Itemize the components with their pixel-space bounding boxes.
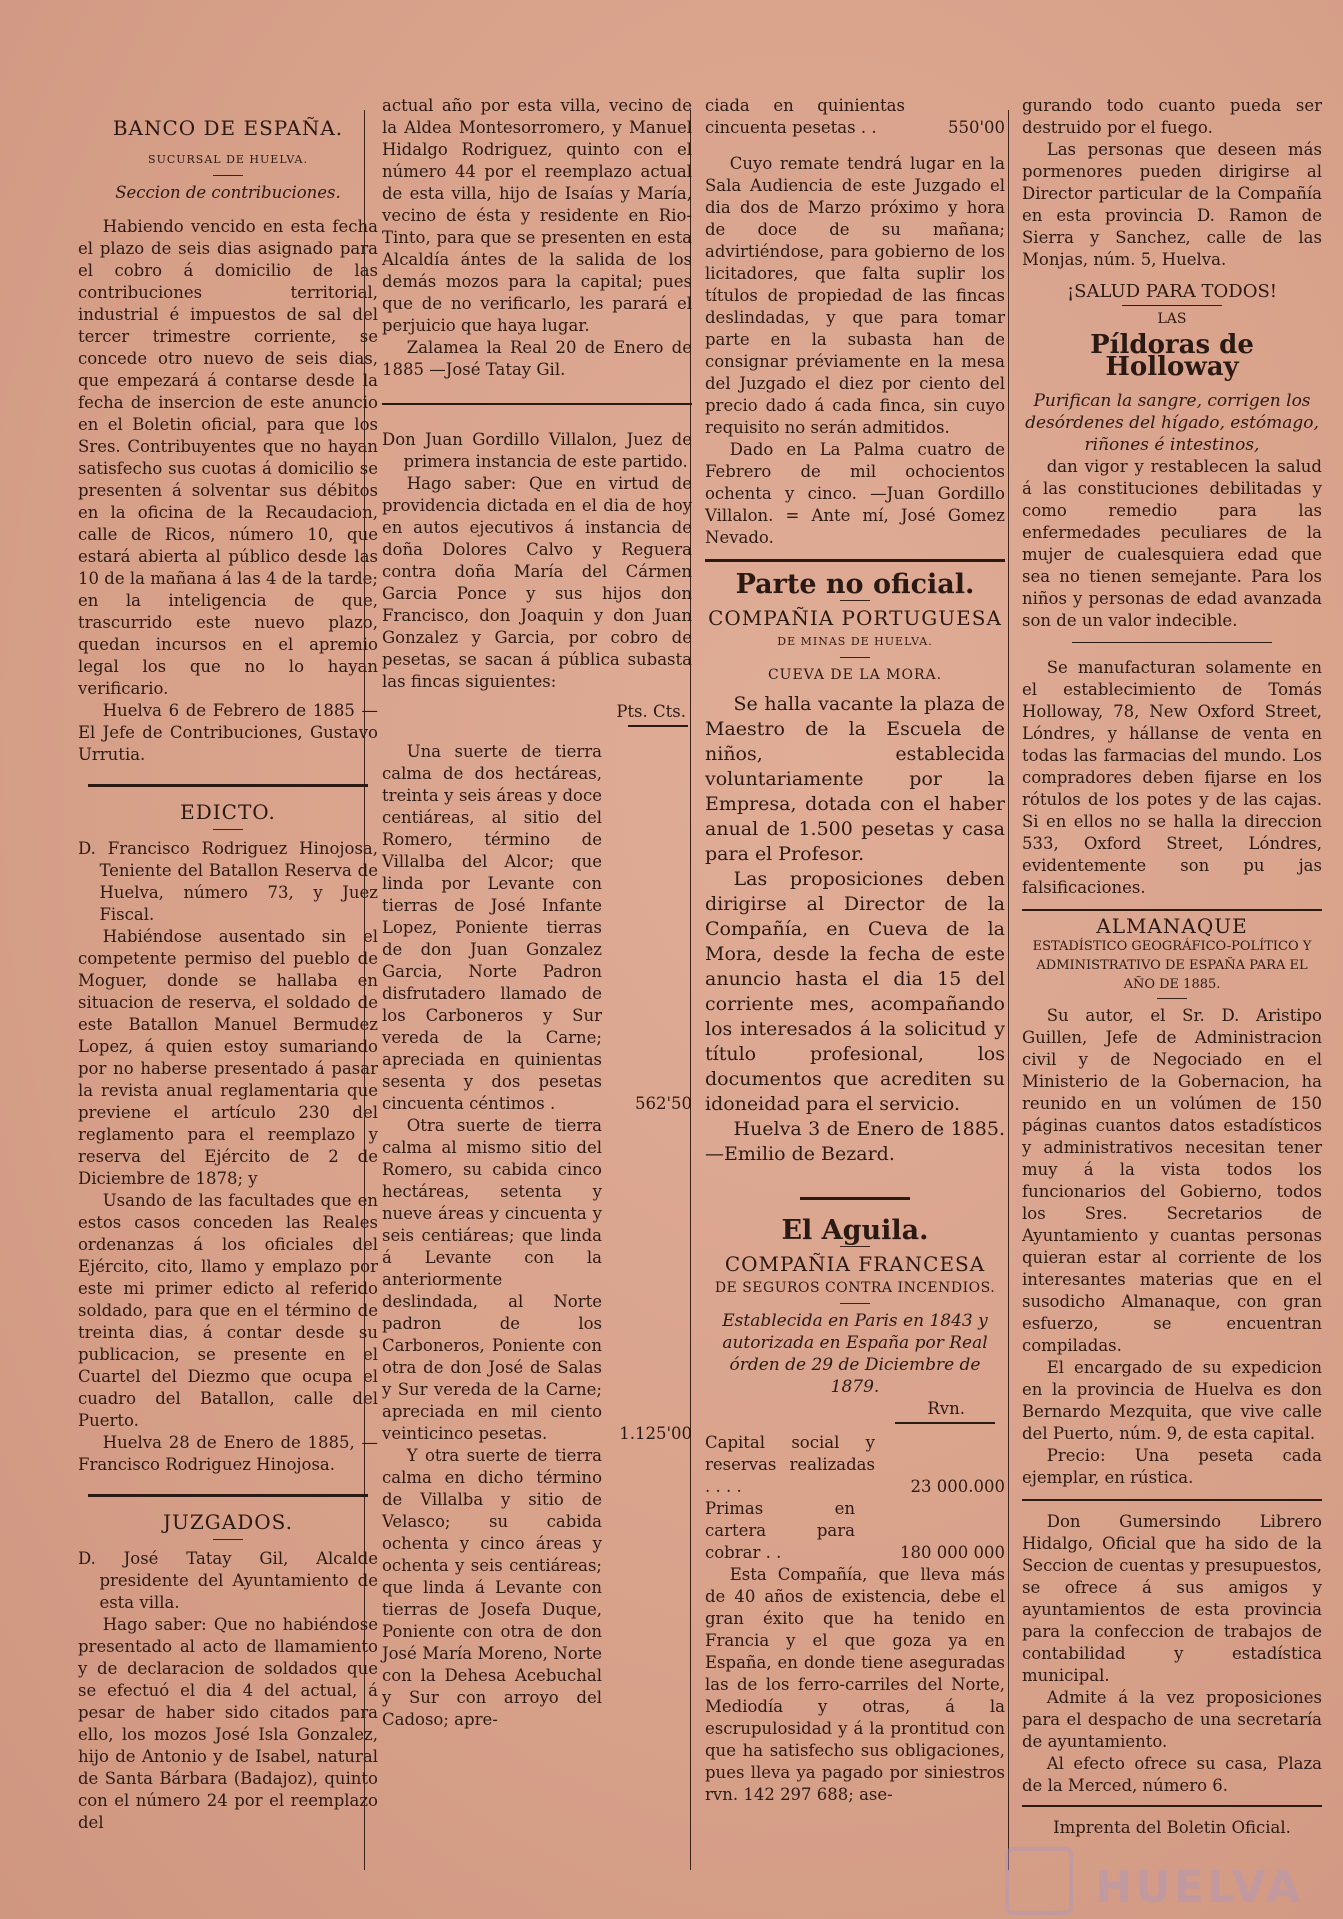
personas-text: Las personas que deseen más pormenores pueden dirigirse al Director particular de la Compañía en esta provincia D. Ramon de Sierra y Sanchez, calle de las Monjas, núm. 5, Huelva. — [1022, 140, 1322, 269]
remate-sign: Dado en La Palma cuatro de Febrero de mil ochocientos ochenta y cinco. —Juan Gordillo Villalon. = Ante mí, José Gomez Nevado. — [705, 440, 1005, 547]
finca-text: Una suerte de tierra calma de dos hectáreas, treinta y seis áreas y doce centiáreas, al sitio del Romero, término de Villalba del Alcor; que linda por Levante con tierras de José Infante Lopez, Poniente tierras de don Juan Gonzalez Garcia, Norte Padron disfrutadero llamado de los Carboneros y Sur vereda de la Carne; apreciada en quinientas sesenta y dos pesetas cincuenta céntimos . — [382, 742, 602, 1113]
pts-header: Pts. Cts. — [616, 702, 686, 721]
pts-rule — [628, 725, 688, 727]
precio-text: Precio: Una peseta cada ejemplar, en rústica. — [1022, 1446, 1322, 1487]
plaza-p1: Se halla vacante la plaza de Maestro de la Escuela de niños, establecida voluntariamente por la Empresa, dotada con el haber anual de 1.500 pesetas y casa para el Profesor. — [705, 693, 1005, 865]
section-rule — [1022, 1805, 1322, 1807]
manufacturan: Se manufacturan solamente en el establecimiento de Tomás Holloway, 78, New Oxford Street, Lóndres, y hállanse de venta en todas las farmacias del mundo. Los compradores deben fijarse en los rótulos de los potes y de las cajas. Si en ellos no se halla la direccion 533, Oxford Street, Lóndres, evidentemente son pu jas falsificaciones. — [1022, 658, 1322, 897]
watermark-seal-icon — [1005, 1847, 1073, 1915]
juez-head: Don Juan Gordillo Villalon, Juez de primera instancia de este partido. — [382, 430, 692, 471]
plaza-sign: Huelva 3 de Enero de 1885.—Emilio de Bezard. — [705, 1118, 1005, 1165]
establecida: Establecida en Paris en 1843 y autorizada en España por Real órden de 29 de Diciembre de 1879. — [722, 1311, 988, 1397]
cont-sign: Zalamea la Real 20 de Enero de 1885 —José Tatay Gil. — [382, 338, 692, 379]
section-rule — [705, 559, 1005, 562]
juzgados-title: JUZGADOS. — [163, 1510, 293, 1534]
finca-text: Otra suerte de tierra calma al mismo sitio del Romero, su cabida cinco hectáreas, setenta y nueve áreas y cincuenta y seis centiáreas; que linda á Levante con la anteriormente deslindada, al Norte padron de los Carboneros, Poniente con otra de don José de Salas y Sur vereda de la Carne; apreciada en mil ciento veinticinco pesetas. — [382, 1116, 602, 1443]
finca-row — [382, 1115, 692, 1445]
rvn-label: Rvn. — [927, 1399, 965, 1418]
seguros-label: DE SEGUROS CONTRA INCENDIOS. — [714, 1280, 996, 1296]
cont-text: gurando todo cuanto pueda ser destruido por el fuego. — [1022, 96, 1322, 137]
banco-title: BANCO DE ESPAÑA. — [112, 116, 344, 140]
primas-row — [705, 1498, 1005, 1564]
section-rule — [382, 403, 692, 405]
juzgados-head: D. José Tatay Gil, Alcalde presidente del Ayuntamiento de esta villa. — [78, 1549, 378, 1612]
divider — [1072, 642, 1272, 643]
edicto-p1: Habiéndose ausentado sin el competente permiso del pueblo de Moguer, donde se hallaba en situacion de reserva, el soldado de este Batallon Manuel Bermudez Lopez, á quien estoy sumariando por no haberse presentado á pasar la revista anual reglamentaria que previene el artículo 230 del reglamento para el reemplazo y reserva del Ejército de 2 de Diciembre de 1878; y — [78, 927, 378, 1188]
juez-p1: Hago saber: Que en virtud de providencia dictada en el dia de hoy en autos ejecutivos á instancia de doña Dolores Calvo y Reguera contra doña María del Cármen Garcia Ponce y sus hijos don Francisco, don Joaquin y don Juan Gonzalez y Garcia, por cobro de pesetas, se sacan á pública subasta las fincas siguientes: — [382, 474, 692, 691]
primas-value: 180 000 000 — [900, 1543, 1005, 1562]
purifican: Purifican la sangre, corrigen los desórdenes del hígado, estómago, riñones é intestinos, — [1025, 391, 1319, 455]
encargado-text: El encargado de su expedicion en la provincia de Huelva es don Bernardo Mezquita, que vive calle del Puerto, núm. 9, de esta capital. — [1022, 1358, 1322, 1443]
finca-amount: 562'50 — [634, 1094, 692, 1113]
cont-text: actual año por esta villa, vecino de la Aldea Montesorromero, y Manuel Hidalgo Rodriguez, quinto con el número 44 por el reemplazo actual de esta villa, hijo de Isaías y María, vecino de ésta y residente en Rio-Tinto, para que se presenten en esta Alcaldía ántes de la salida de los demás mozos para la capital; pues que de no verificarlo, les parará el perjuicio que haya lugar. — [382, 96, 692, 335]
divider — [213, 175, 243, 176]
autor-text: Su autor, el Sr. D. Aristipo Guillen, Jefe de Administracion civil y de Negociado en el Ministerio de la Gobernacion, ha reunido en un volúmen de 150 páginas cuantos datos estadísticos y administrativos necesitan tener muy á la vista todos los funcionarios del Gobierno, todos los Sres. Secretarios de Ayuntamiento y cuantas personas quieran estar al corriente de los interesantes materias que en el susodicho Almanaque, con gran esfuerzo, se encuentran compiladas. — [1022, 1006, 1322, 1355]
juzgados-p1: Hago saber: Que no habiéndose presentado al acto de llamamiento y de declaracion de soldados que se efectuó el dia 4 del actual, á pesar de haber sido citados para ello, los mozos José Isla Gonzalez, hijo de Antonio y de Isabel, natural de Santa Bárbara (Badajoz), quinto con el número 24 por el reemplazo del — [78, 1615, 378, 1832]
finca-row — [382, 741, 692, 1115]
almanaque-title: ALMANAQUE — [1096, 914, 1248, 938]
cont-amount: 550'00 — [947, 118, 1005, 137]
rvn-rule — [895, 1422, 995, 1424]
edicto-head: D. Francisco Rodriguez Hinojosa, Teniente del Batallon Reserva de Huelva, número 73, y Juez Fiscal. — [78, 839, 378, 924]
capital-value: 23 000.000 — [910, 1477, 1005, 1496]
aguila-text: Esta Compañía, que lleva más de 40 años de existencia, debe el gran éxito que ha tenido en Francia y el que goza ya en España, en donde tiene aseguradas las de los ferro-carriles del Norte, Mediodía y otras, á la escrupulosidad y á la prontitud con que ha satisfecho sus obligaciones, pues lleva ya pagado por siniestros rvn. 142 297 688; ase- — [705, 1565, 1005, 1804]
edicto-sign: Huelva 28 de Enero de 1885, — Francisco Rodriguez Hinojosa. — [78, 1433, 378, 1474]
column-4 — [1022, 95, 1322, 1889]
admite-text: Admite á la vez proposiciones para el despacho de una secretaría de ayuntamiento. — [1022, 1688, 1322, 1751]
sucursal-label: SUCURSAL DE HUELVA. — [148, 153, 308, 166]
aguila-title: El Aguila. — [781, 1215, 929, 1246]
divider — [213, 829, 243, 830]
remate-text: Cuyo remate tendrá lugar en la Sala Audiencia de este Juzgado el dia dos de Marzo próximo y hora de doce de su mañana; advirtiéndose, para gobierno de los licitadores, que falta suplir los títulos de propiedad de las fincas deslindadas, y que para tomar parte en la subasta han de consignar préviamente en la mesa del Juzgado el diez por ciento del precio dado á cada finca, sin cuyo requisito no serán admitidos. — [705, 154, 1005, 437]
edicto-p2: Usando de las facultades que en estos casos conceden las Reales ordenanzas á los oficiales del Ejército, cito, llamo y emplazo por este mi primer edicto al referido soldado, para que en el término de treinta dias, á contar desde su publicacion, se presente en el Cuartel del Diezmo que ocupa el cuadro del Batallon, calle del Puerto. — [78, 1191, 378, 1430]
almanaque-sub: ESTADÍSTICO GEOGRÁFICO-POLÍTICO Y ADMINISTRATIVO DE ESPAÑA PARA EL AÑO DE 1885. — [1032, 939, 1312, 992]
edicto-title: EDICTO. — [180, 800, 276, 824]
section-rule — [1022, 909, 1322, 911]
column-1 — [78, 95, 378, 1889]
divider — [1122, 305, 1222, 306]
banco-text: Habiendo vencido en esta fecha el plazo de seis dias asignado para el cobro á domicilio de las contribuciones territorial, industrial é impuestos de sal del tercer trimestre corriente, se concede otro nuevo de seis dias, que empezará á contarse desde la fecha de insercion de este anuncio en el Boletin oficial, para que los Sres. Contribuyentes que no hayan satisfecho sus cuotas á domicilio se presenten á solventar sus débitos en la oficina de la Recaudacion, calle de Ricos, número 10, que estará abierta al público desde las 10 de la mañana á las 4 de la tarde; en la inteligencia de que, trascurrido este nuevo plazo, quedan incursos en el apremio legal los que no lo hayan verificario. — [78, 217, 378, 698]
parte-title: Parte no oficial. — [735, 569, 975, 600]
cueva-label: CUEVA DE LA MORA. — [767, 667, 943, 683]
cont-row — [705, 95, 1005, 139]
section-rule — [1022, 1499, 1322, 1501]
divider — [840, 657, 870, 658]
capital-row — [705, 1432, 1005, 1498]
divider — [840, 1303, 870, 1304]
section-rule — [88, 784, 368, 787]
column-3 — [705, 95, 1005, 1889]
imprenta-label: Imprenta del Boletin Oficial. — [1053, 1818, 1291, 1837]
banco-sign: Huelva 6 de Febrero de 1885 —El Jefe de Contribuciones, Gustavo Urrutia. — [78, 701, 378, 764]
short-rule — [800, 1197, 910, 1200]
finca-text: Y otra suerte de tierra calma en dicho término de Villalba y sitio de Velasco; su cabida ochenta y cinco áreas y ochenta y seis centiáreas; que linda á Levante con tierras de Josefa Duque, Poniente con otra de don José María Moreno, Norte con la Dehesa Acebuchal y Sur con arroyo del Cadoso; apre- — [382, 1446, 602, 1729]
seccion-label: Seccion de contribuciones. — [115, 183, 341, 202]
gumersindo-text: Don Gumersindo Librero Hidalgo, Oficial que ha sido de la Seccion de cuentas y presupuestos, se ofrece á sus amigos y ayuntamientos de esta provincia para la confeccion de trabajos de contabilidad y estadística municipal. — [1022, 1512, 1322, 1685]
capital-label: Capital social y reservas realizadas . . . . — [705, 1433, 875, 1496]
compania-pt: COMPAÑIA PORTUGUESA — [708, 606, 1002, 630]
minas-label: DE MINAS DE HUELVA. — [777, 635, 933, 648]
finca-row — [382, 1445, 692, 1731]
dan-vigor: dan vigor y restablecen la salud á las constituciones debilitadas y como remedio para las enfermedades peculiares de la mujer de cualesquiera edad que sea no tienen semejante. Para los niños y personas de edad avanzada son de un valor indecible. — [1022, 457, 1322, 630]
section-rule — [88, 1494, 368, 1497]
cont-line: ciada en quinientas cincuenta pesetas . . — [705, 96, 905, 137]
divider — [1157, 998, 1187, 999]
finca-amount: 1.125'00 — [619, 1424, 692, 1443]
plaza-p2: Las proposiciones deben dirigirse al Director de la Compañía, en Cueva de la Mora, desde la fecha de este anuncio hasta el dia 15 del corriente mes, acompañando los interesados á la solicitud y título profesional, los documentos que acrediten su idoneidad para el servicio. — [705, 868, 1005, 1115]
watermark-text: HUELVA — [1095, 1862, 1303, 1913]
divider — [840, 1246, 870, 1247]
pildoras-title: Píldoras de Holloway — [1090, 330, 1254, 382]
salud-label: ¡SALUD PARA TODOS! — [1066, 281, 1278, 302]
compania-fr: COMPAÑIA FRANCESA — [724, 1252, 986, 1276]
column-2 — [382, 95, 692, 1889]
primas-label: Primas en cartera para cobrar . . — [705, 1499, 855, 1562]
divider — [213, 1539, 243, 1540]
divider — [840, 600, 870, 601]
column-divider — [1008, 110, 1009, 1870]
ofrece-text: Al efecto ofrece su casa, Plaza de la Merced, número 6. — [1022, 1754, 1322, 1795]
las-label: LAS — [1157, 311, 1187, 327]
